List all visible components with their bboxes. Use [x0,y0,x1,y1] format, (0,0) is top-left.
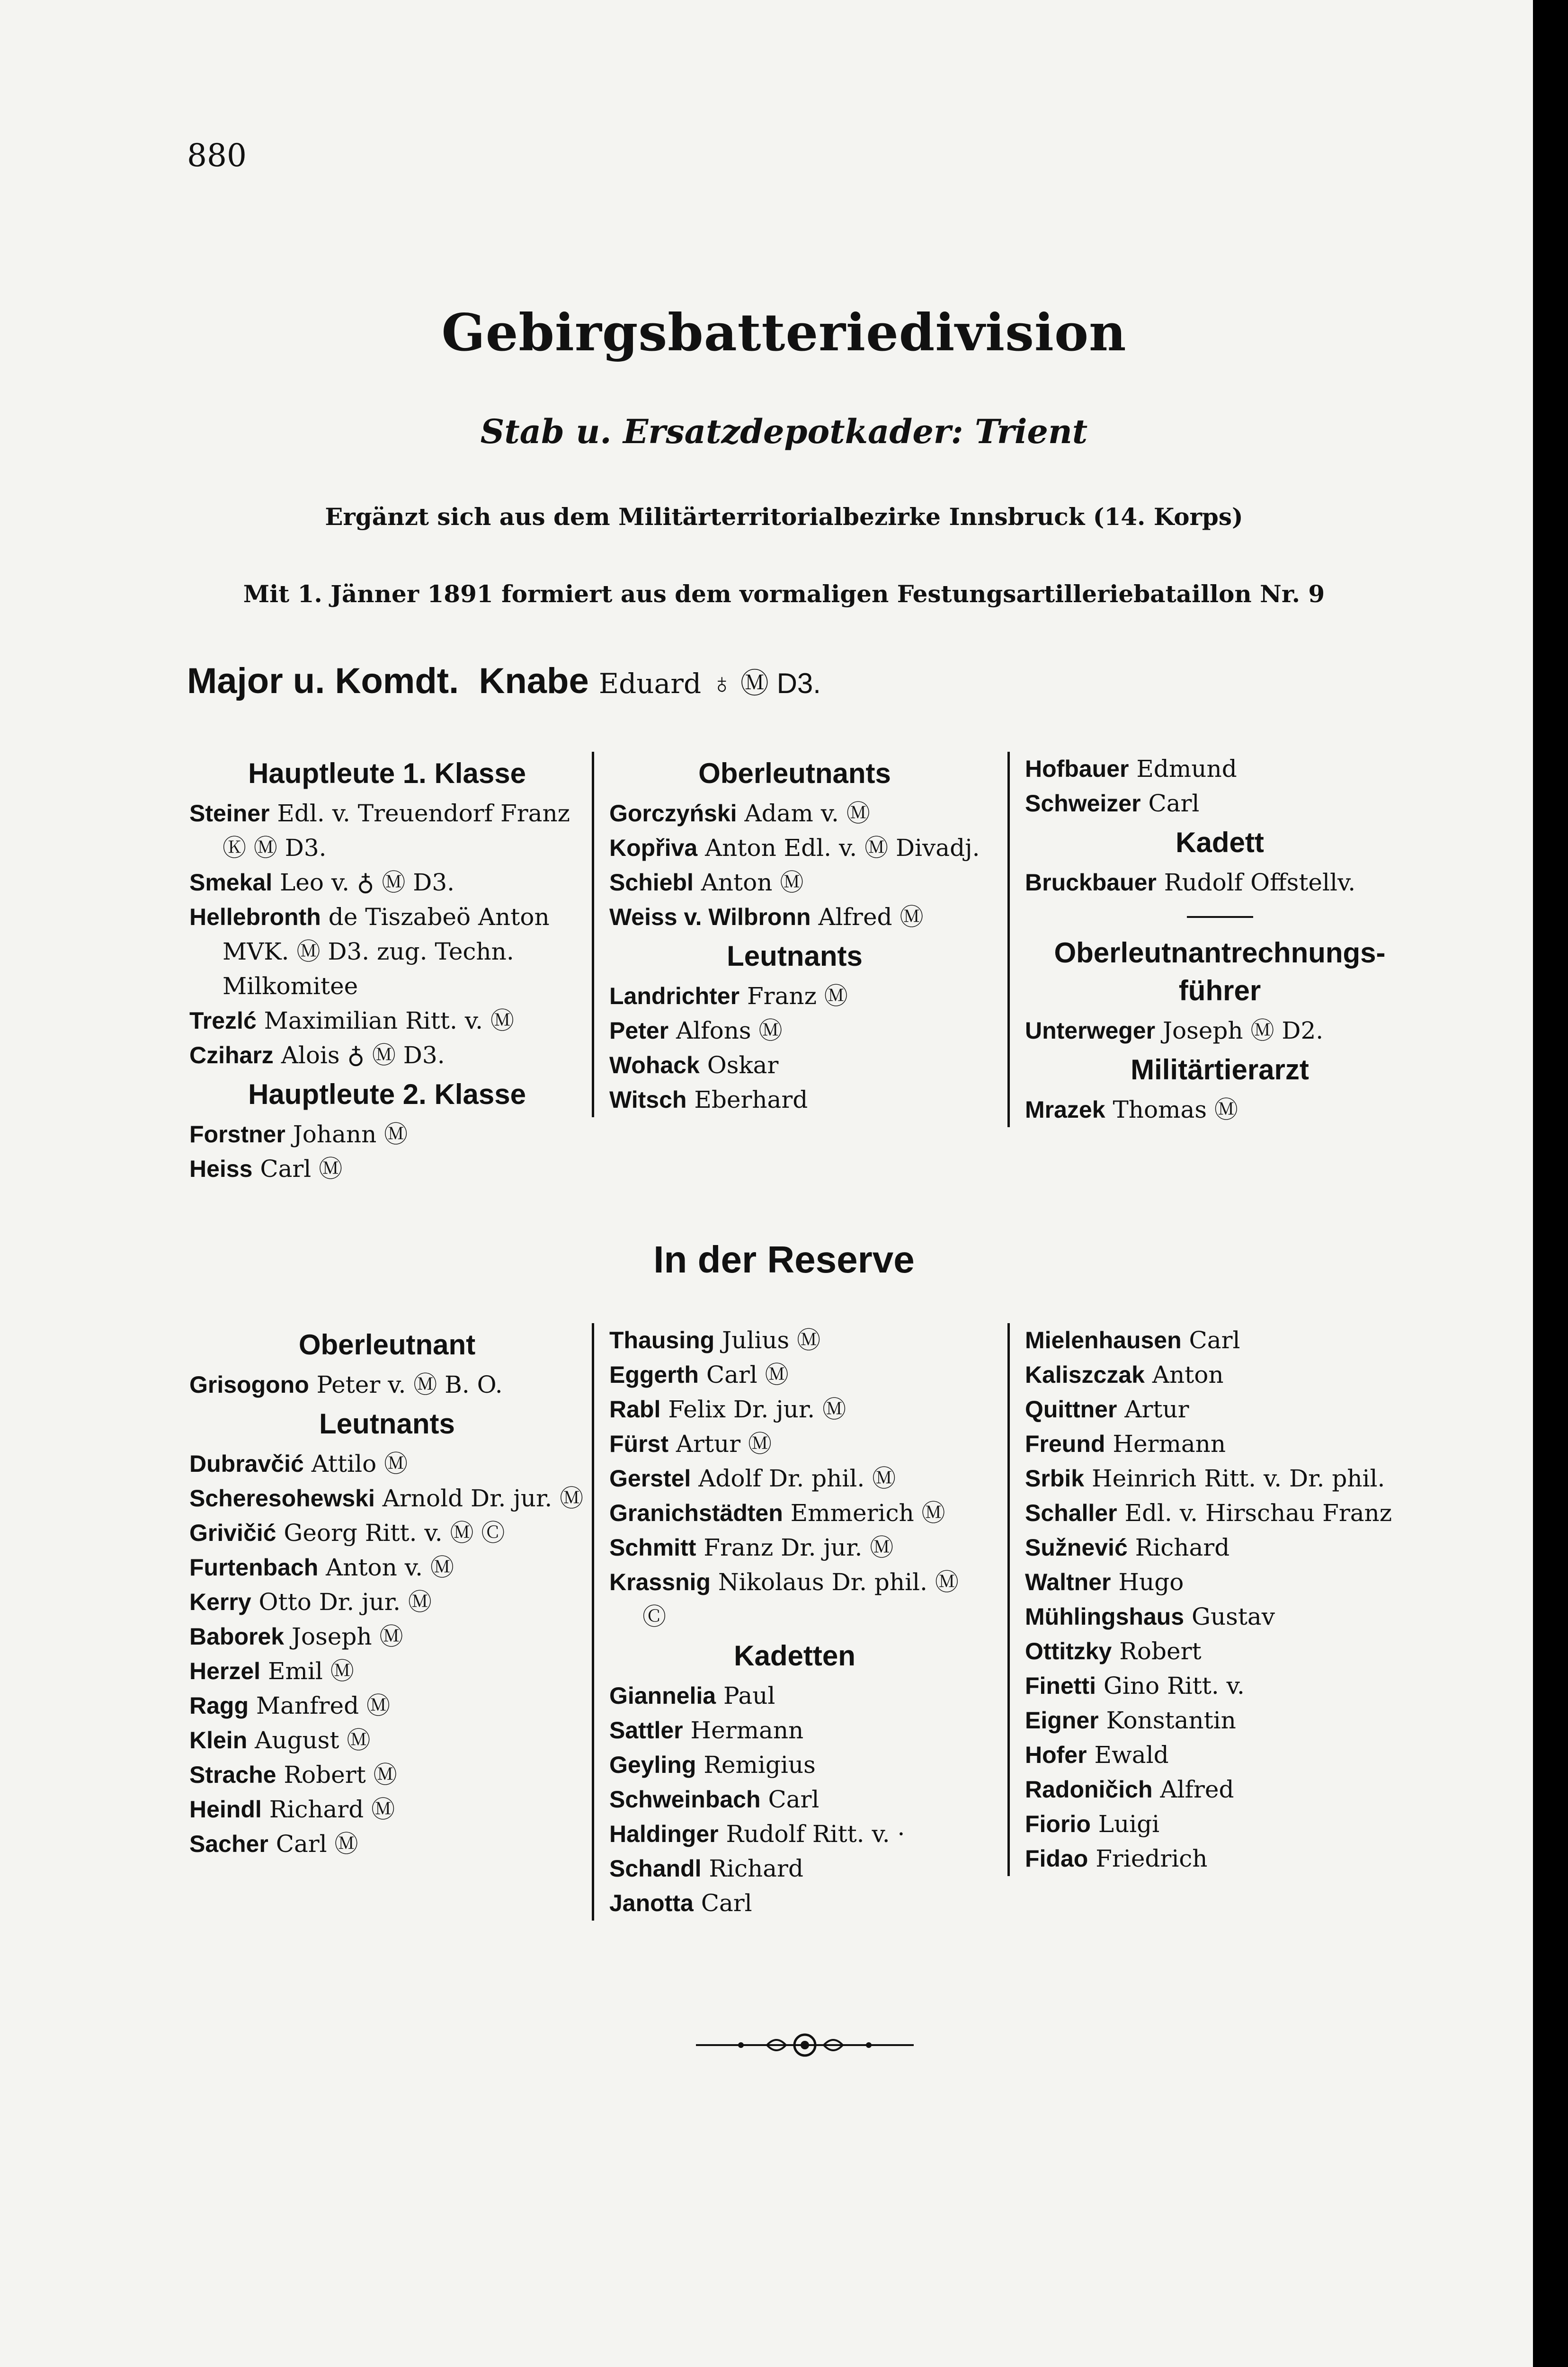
entry-surname: Dubravčić [189,1450,304,1477]
section-heading: Oberleutnants [698,757,891,789]
divider-rule [1187,916,1253,918]
reserve-column-3 [1007,1323,1415,1876]
roster-list [609,796,980,934]
entry-surname: Ragg [189,1692,249,1719]
page-subtitle: Stab u. Ersatzdepotkader: Trient [480,412,1088,451]
entry-details: Adolf Dr. phil. Ⓜ [698,1465,896,1492]
roster-entry [189,1723,585,1758]
commander-rank: Major u. Komdt. [187,661,459,701]
entry-surname: Unterweger [1025,1017,1156,1044]
entry-details: Adam v. Ⓜ [744,800,870,827]
active-column-2 [592,752,980,1117]
entry-details: Anton v. Ⓜ [326,1554,454,1581]
roster-entry [189,1368,585,1402]
entry-surname: Finetti [1025,1673,1096,1699]
roster-entry [1025,786,1415,821]
entry-surname: Janotta [609,1890,694,1916]
entry-surname: Haldinger [609,1821,719,1847]
entry-details: Carl [768,1786,820,1813]
roster-entry [189,1117,585,1152]
entry-details: Eberhard [694,1086,808,1113]
roster-entry [609,900,980,934]
entry-details: Paul [723,1682,775,1709]
entry-surname: Hofer [1025,1742,1087,1768]
roster-entry [1025,1738,1415,1772]
entry-surname: Gerstel [609,1465,691,1492]
roster-entry [1025,1600,1415,1634]
entry-details: Johann Ⓜ [293,1121,408,1148]
roster-entry [609,1886,980,1921]
entry-surname: Klein [189,1727,248,1753]
commander-given-name: Eduard [598,667,702,700]
entry-surname: Hellebronth [189,904,321,930]
section-heading: Kadett [1176,827,1264,858]
reserve-title: In der Reserve [653,1238,915,1281]
roster-list [189,1117,585,1186]
entry-details: Carl Ⓜ [706,1361,789,1388]
section-heading: Oberleutnantrechnungs-führer [1054,937,1386,1006]
roster-entry [189,900,585,1004]
roster-entry [1025,1669,1415,1703]
roster-entry [189,1689,585,1723]
entry-surname: Grisogono [189,1371,309,1398]
entry-details: Thomas Ⓜ [1113,1096,1238,1123]
roster-entry [189,796,585,865]
entry-details: Franz Dr. jur. Ⓜ [704,1534,894,1561]
entry-surname: Radoničich [1025,1776,1153,1803]
roster-entry [609,1323,980,1358]
roster-entry [1025,865,1415,900]
roster-entry [609,796,980,831]
entry-surname: Kerry [189,1589,251,1615]
section-heading: Hauptleute 1. Klasse [248,757,526,789]
entry-surname: Geyling [609,1752,696,1778]
entry-surname: Fidao [1025,1845,1088,1872]
entry-surname: Grivičić [189,1520,276,1546]
entry-details: Emil Ⓜ [267,1657,354,1685]
entry-surname: Sužnević [1025,1534,1128,1561]
active-column-3 [1007,752,1415,1127]
formation-note: Mit 1. Jänner 1891 formiert aus dem vormaligen Festungsartilleriebataillon Nr. 9 [243,580,1325,608]
recruitment-note: Ergänzt sich aus dem Militärterritorialbezirke Innsbruck (14. Korps) [325,503,1243,531]
entry-details: Georg Ritt. v. Ⓜ Ⓒ [284,1519,505,1547]
section-heading: Hauptleute 2. Klasse [248,1078,526,1110]
entry-surname: Quittner [1025,1396,1117,1423]
entry-details: Robert [1119,1637,1202,1665]
page-number: 880 [187,137,247,174]
roster-list [609,1323,980,1634]
roster-entry [609,1531,980,1565]
entry-surname: Schweinbach [609,1786,761,1813]
section-heading: Leutnants [727,940,863,972]
entry-details: Remigius [704,1751,816,1779]
entry-surname: Hofbauer [1025,756,1129,782]
entry-details: Alfons Ⓜ [676,1017,783,1044]
entry-surname: Schweizer [1025,790,1141,817]
roster-entry [1025,1461,1415,1496]
entry-surname: Herzel [189,1658,261,1684]
entry-details: Anton Ⓜ [701,869,804,896]
roster-entry [1025,1427,1415,1461]
roster-entry [1025,1093,1415,1127]
roster-entry [189,1004,585,1038]
entry-surname: Scheresohewski [189,1485,375,1512]
entry-details: Otto Dr. jur. Ⓜ [258,1588,432,1616]
entry-surname: Steiner [189,800,270,827]
entry-surname: Furtenbach [189,1554,319,1581]
entry-details: Rudolf Ritt. v. · [726,1820,905,1848]
entry-details: Edmund [1136,755,1237,783]
entry-surname: Kopřiva [609,835,698,861]
section-heading: Oberleutnant [298,1329,476,1361]
reserve-column-1 [189,1323,585,1861]
roster-entry [189,1620,585,1654]
entry-details: Hugo [1118,1568,1184,1596]
entry-details: Maximilian Ritt. v. Ⓜ [264,1007,514,1034]
entry-details: Edl. v. Hirschau Franz [1124,1499,1392,1527]
roster-entry [1025,1358,1415,1392]
roster-entry [609,1851,980,1886]
roster-entry [1025,1842,1415,1876]
roster-entry [1025,1703,1415,1738]
roster-list [1025,1323,1415,1876]
entry-details: Anton [1152,1361,1224,1388]
entry-details: Gino Ritt. v. [1103,1672,1245,1700]
entry-details: Alois ♁ Ⓜ D3. [281,1041,445,1069]
entry-details: Rudolf Offstellv. [1164,869,1356,896]
entry-details: Anton Edl. v. Ⓜ Divadj. [705,834,980,862]
entry-details: Carl Ⓜ [260,1155,343,1183]
roster-entry [609,1048,980,1083]
entry-details: Richard Ⓜ [269,1796,395,1823]
entry-surname: Heiss [189,1156,253,1182]
roster-list [189,1368,585,1402]
commander-surname: Knabe [479,661,589,701]
entry-surname: Schmitt [609,1534,696,1561]
entry-surname: Ottitzky [1025,1638,1112,1664]
entry-surname: Mielenhausen [1025,1327,1182,1353]
page-title: Gebirgsbatteriedivision [441,303,1127,363]
entry-surname: Cziharz [189,1042,274,1068]
roster-list [609,1679,980,1921]
entry-details: Arnold Dr. jur. Ⓜ [382,1485,584,1512]
entry-details: Attilo Ⓜ [311,1450,408,1477]
entry-surname: Wohack [609,1052,700,1078]
entry-details: Artur [1124,1396,1189,1423]
section-heading: Militärtierarzt [1131,1054,1309,1086]
entry-details: Richard [709,1855,803,1882]
commander-line [187,660,821,702]
roster-entry [189,1038,585,1073]
entry-details: Heinrich Ritt. v. Dr. phil. [1091,1465,1385,1492]
roster-entry [609,831,980,865]
entry-details: Julius Ⓜ [722,1326,821,1354]
roster-entry [1025,1772,1415,1807]
entry-details: Luigi [1098,1810,1160,1838]
entry-surname: Strache [189,1762,276,1788]
entry-surname: Freund [1025,1431,1105,1457]
entry-details: Felix Dr. jur. Ⓜ [668,1396,846,1423]
entry-details: Friedrich [1096,1845,1208,1872]
roster-list [1025,865,1415,900]
entry-surname: Weiss v. Wilbronn [609,904,811,930]
roster-entry [1025,1496,1415,1531]
roster-entry [189,1827,585,1861]
entry-details: Joseph Ⓜ [291,1623,403,1650]
entry-surname: Schaller [1025,1500,1117,1526]
roster-entry [1025,1807,1415,1842]
entry-surname: Rabl [609,1396,661,1423]
roster-entry [189,1447,585,1481]
entry-surname: Eggerth [609,1361,699,1388]
roster-list [189,1447,585,1861]
roster-entry [1025,752,1415,786]
entry-surname: Schandl [609,1855,702,1882]
entry-surname: Fürst [609,1431,668,1457]
entry-details: Alfred [1160,1776,1234,1803]
roster-entry [189,1585,585,1620]
roster-entry [189,865,585,900]
entry-details: Richard [1135,1534,1230,1561]
entry-surname: Krassnig [609,1569,711,1595]
roster-list [189,796,585,1073]
roster-entry [189,1516,585,1550]
entry-details: Joseph Ⓜ D2. [1162,1017,1324,1044]
entry-details: Carl [701,1889,752,1917]
entry-details: Hermann [1113,1430,1226,1458]
roster-entry [1025,1014,1415,1048]
roster-entry [1025,1323,1415,1358]
entry-details: Nikolaus Dr. phil. Ⓜ Ⓒ [642,1568,959,1630]
entry-details: Robert Ⓜ [284,1761,397,1789]
entry-surname: Gorczyński [609,800,737,827]
entry-details: Carl [1148,790,1200,817]
roster-entry [189,1481,585,1516]
entry-surname: Smekal [189,869,273,896]
entry-surname: Trezlć [189,1007,257,1034]
roster-entry [1025,1392,1415,1427]
roster-list [1025,752,1415,821]
entry-details: Ewald [1094,1741,1169,1769]
entry-surname: Mühlingshaus [1025,1603,1185,1630]
entry-details: Carl [1189,1326,1240,1354]
entry-details: Peter v. Ⓜ B. O. [316,1371,503,1398]
roster-entry [609,1713,980,1748]
roster-entry [189,1550,585,1585]
roster-entry [609,1358,980,1392]
entry-details: Alfred Ⓜ [818,903,924,931]
roster-entry [609,1748,980,1782]
roster-entry [1025,1531,1415,1565]
entry-details: Edl. v. Treuendorf Franz Ⓚ Ⓜ D3. [223,800,570,862]
entry-surname: Kaliszczak [1025,1361,1145,1388]
roster-list [1025,1093,1415,1127]
entry-details: Carl Ⓜ [276,1830,358,1858]
entry-details: de Tiszabeö Anton MVK. Ⓜ D3. zug. Techn. Milkomitee [223,903,550,1000]
roster-list [1025,1014,1415,1048]
entry-details: Oskar [707,1051,779,1079]
entry-surname: Bruckbauer [1025,869,1157,896]
section-heading: Kadetten [734,1640,855,1672]
entry-surname: Witsch [609,1086,687,1113]
entry-details: August Ⓜ [255,1726,371,1754]
roster-entry [1025,1565,1415,1600]
roster-entry [609,1392,980,1427]
entry-details: Hermann [690,1717,804,1744]
roster-entry [609,1679,980,1713]
roster-entry [609,979,980,1014]
roster-entry [1025,1634,1415,1669]
entry-details: Leo v. ♁ Ⓜ D3. [280,869,455,896]
roster-entry [609,1461,980,1496]
entry-surname: Mrazek [1025,1096,1105,1123]
entry-surname: Fiorio [1025,1811,1091,1837]
reserve-column-2 [592,1323,980,1921]
entry-surname: Peter [609,1017,669,1044]
roster-entry [189,1152,585,1186]
commander-decorations: ♁ Ⓜ D3. [711,667,821,699]
entry-surname: Sattler [609,1717,683,1744]
entry-surname: Granichstädten [609,1500,783,1526]
entry-surname: Forstner [189,1121,285,1148]
entry-details: Gustav [1192,1603,1275,1630]
roster-entry [189,1792,585,1827]
entry-details: Artur Ⓜ [676,1430,772,1458]
roster-entry [609,1496,980,1531]
entry-details: Konstantin [1106,1707,1236,1734]
roster-entry [609,1014,980,1048]
entry-details: Manfred Ⓜ [256,1692,391,1719]
entry-surname: Giannelia [609,1682,716,1709]
roster-entry [609,1565,980,1634]
entry-surname: Landrichter [609,983,740,1009]
entry-surname: Sacher [189,1831,268,1857]
entry-surname: Heindl [189,1796,262,1823]
entry-surname: Thausing [609,1327,715,1353]
entry-details: Franz Ⓜ [747,982,848,1010]
active-column-1 [189,752,585,1186]
ornament-divider [696,2031,914,2059]
entry-surname: Srbik [1025,1465,1085,1492]
roster-entry [609,865,980,900]
roster-entry [609,1427,980,1461]
entry-surname: Baborek [189,1623,285,1650]
roster-entry [189,1654,585,1689]
entry-surname: Eigner [1025,1707,1099,1734]
roster-entry [609,1817,980,1851]
entry-surname: Waltner [1025,1569,1111,1595]
roster-entry [189,1758,585,1792]
entry-surname: Schiebl [609,869,694,896]
roster-entry [609,1782,980,1817]
entry-details: Emmerich Ⓜ [790,1499,945,1527]
roster-list [609,979,980,1117]
roster-entry [609,1083,980,1117]
section-heading: Leutnants [319,1408,455,1440]
